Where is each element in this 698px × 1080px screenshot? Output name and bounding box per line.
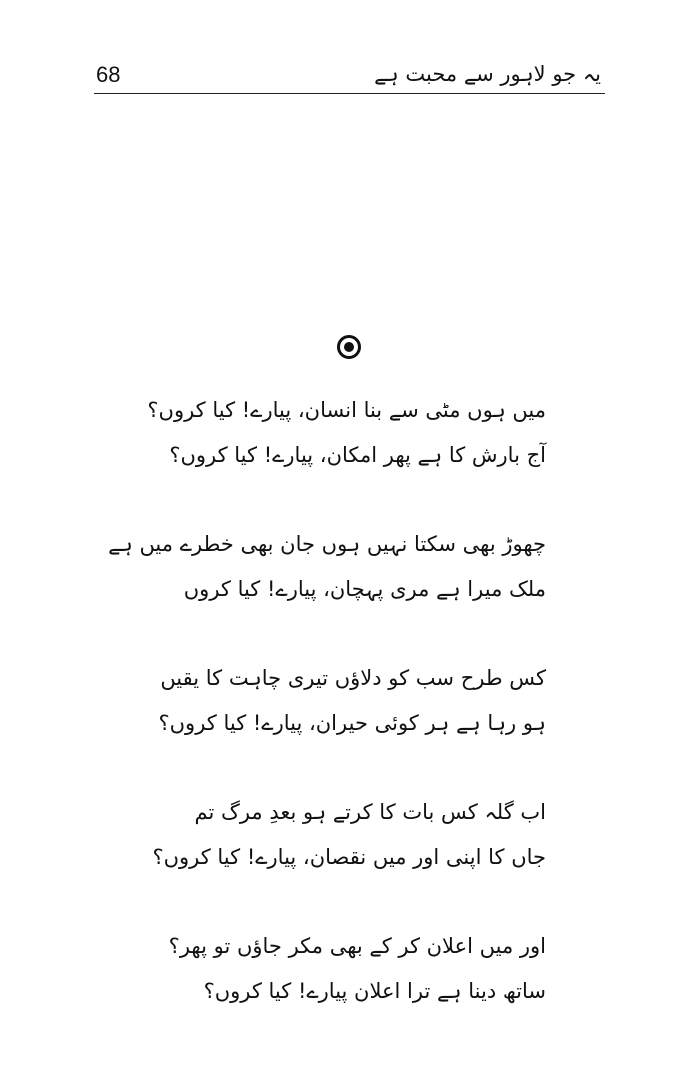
poem xyxy=(108,388,546,1058)
stanza-2 xyxy=(108,522,546,612)
stanza-5 xyxy=(130,924,546,1014)
circled-dot-icon xyxy=(336,334,362,360)
verse-line: چھوڑ بھی سکتا نہیں ہوں جان بھی خطرے میں ہے xyxy=(108,532,546,556)
verse-line: میں ہوں مٹی سے بنا انسان، پیارے! کیا کروں؟ xyxy=(147,398,546,422)
verse-line: جاں کا اپنی اور میں نقصان، پیارے! کیا کروں؟ xyxy=(152,845,546,869)
verse-line: ہو رہا ہے ہر کوئی حیران، پیارے! کیا کروں؟ xyxy=(158,711,546,735)
page-number: 68 xyxy=(96,62,121,87)
header-rule xyxy=(94,93,605,94)
stanza-4 xyxy=(130,790,546,880)
stanza-1 xyxy=(130,388,546,478)
verse-line: اب گلہ کس بات کا کرتے ہو بعدِ مرگ تم xyxy=(194,800,546,824)
verse-line: ساتھ دینا ہے ترا اعلان پیارے! کیا کروں؟ xyxy=(203,979,546,1003)
ornament-center-dot xyxy=(344,342,354,352)
verse-line: کس طرح سب کو دلاؤں تیری چاہت کا یقیں xyxy=(160,666,546,690)
stanza-3 xyxy=(130,656,546,746)
running-title: یہ جو لاہور سے محبت ہے xyxy=(374,62,601,86)
verse-line: اور میں اعلان کر کے بھی مکر جاؤں تو پھر؟ xyxy=(168,934,546,958)
verse-line: ملک میرا ہے مری پہچان، پیارے! کیا کروں xyxy=(183,577,546,601)
verse-line: آج بارش کا ہے پھر امکان، پیارے! کیا کروں؟ xyxy=(169,443,546,467)
